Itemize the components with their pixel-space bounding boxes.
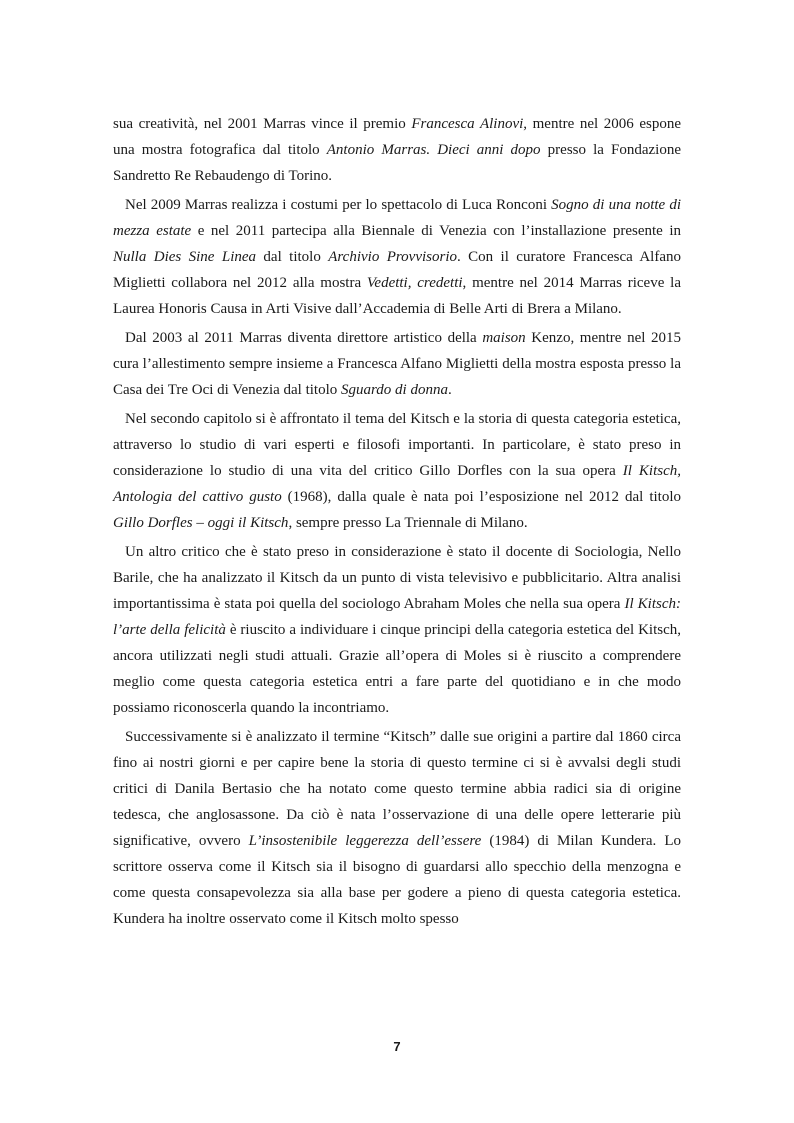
italic-text-run: L’insostenibile leggerezza dell’essere — [248, 833, 482, 849]
text-run: (1984) di Milan Kundera. Lo scrittore osserva come il Kitsch sia il bisogno di guardarsi allo specchio della menzogna e come questa consapevolezza sia alla base per godere a pieno di questa categoria estetica. Kundera ha inoltre osservato come il Kitsch molto spesso — [113, 833, 681, 927]
paragraph — [113, 111, 681, 189]
text-run: Dal 2003 al 2011 Marras diventa direttore artistico della — [125, 330, 483, 346]
text-run: (1968), dalla quale è nata poi l’esposizione nel 2012 dal titolo — [281, 489, 681, 505]
italic-text-run: Archivio Provvisorio — [328, 249, 457, 265]
italic-text-run: maison — [482, 330, 526, 346]
italic-text-run: Sogno di una notte di mezza estate — [113, 197, 682, 239]
italic-text-run: Antonio Marras. Dieci anni dopo — [326, 142, 541, 158]
paragraph — [113, 724, 681, 932]
paragraph — [113, 406, 681, 536]
text-run: , mentre nel 2014 Marras riceve la Laurea Honoris Causa in Arti Visive dall’Accademia di Belle Arti di Brera a Milano. — [113, 275, 681, 317]
text-run: , sempre presso La Triennale di Milano. — [288, 515, 528, 531]
text-run: . Con il curatore Francesca Alfano Miglietti collabora nel 2012 alla mostra — [113, 249, 682, 291]
italic-text-run: Il Kitsch, Antologia del cattivo gusto — [113, 463, 681, 505]
italic-text-run: Sguardo di donna — [341, 382, 448, 398]
text-run: presso la Fondazione Sandretto Re Rebaudengo di Torino. — [113, 142, 681, 184]
page-number: 7 — [393, 1039, 401, 1054]
italic-text-run: Nulla Dies Sine Linea — [113, 249, 257, 265]
paragraph — [113, 192, 681, 322]
body-text — [113, 111, 681, 935]
text-run: è riuscito a individuare i cinque principi della categoria estetica del Kitsch, ancora utilizzati negli studi attuali. Grazie all’opera di Moles si è riuscito a comprendere meglio come questa categoria estetica entri a fare parte del quotidiano e in che modo possiamo riconoscerla quando la incontriamo. — [113, 622, 681, 716]
text-run: Nel 2009 Marras realizza i costumi per lo spettacolo di Luca Ronconi — [125, 197, 552, 213]
paragraph — [113, 539, 681, 721]
paragraph — [113, 325, 681, 403]
italic-text-run: Il Kitsch: l’arte della felicità — [113, 596, 681, 638]
text-run: Un altro critico che è stato preso in considerazione è stato il docente di Sociologia, Nello Barile, che ha analizzato il Kitsch da un punto di vista televisivo e pubblicitario. Altra analisi importantissima è stata poi quella del sociologo Abraham Moles che nella sua opera — [113, 544, 681, 612]
text-run: . — [447, 382, 452, 398]
text-run: Kenzo, mentre nel 2015 cura l’allestimento sempre insieme a Francesca Alfano Miglietti della mostra esposta presso la Casa dei Tre Oci di Venezia dal titolo — [113, 330, 681, 398]
text-run: , mentre nel 2006 espone una mostra fotografica dal titolo — [113, 116, 681, 158]
text-run: e nel 2011 partecipa alla Biennale di Venezia con l’installazione presente in — [191, 223, 682, 239]
text-run: Successivamente si è analizzato il termine “Kitsch” dalle sue origini a partire dal 1860 circa fino ai nostri giorni e per capire bene la storia di questo termine ci si è avvalsi degli studi critici di Danila Bertasio che ha notato come questo termine abbia radici sia di origine tedesca, che anglosassone. Da ciò è nata l’osservazione di una delle opere letterarie più significative, ovvero — [113, 729, 681, 849]
italic-text-run: Gillo Dorfles – oggi il Kitsch — [113, 515, 289, 531]
text-run: dal titolo — [256, 249, 329, 265]
text-run: Nel secondo capitolo si è affrontato il tema del Kitsch e la storia di questa categoria estetica, attraverso lo studio di vari esperti e filosofi importanti. In particolare, è stato preso in considerazione lo studio di una vita del critico Gillo Dorfles con la sua opera — [113, 411, 681, 479]
italic-text-run: Vedetti, credetti — [366, 275, 463, 291]
text-run: sua creatività, nel 2001 Marras vince il premio — [113, 116, 412, 132]
italic-text-run: Francesca Alinovi — [411, 116, 524, 132]
